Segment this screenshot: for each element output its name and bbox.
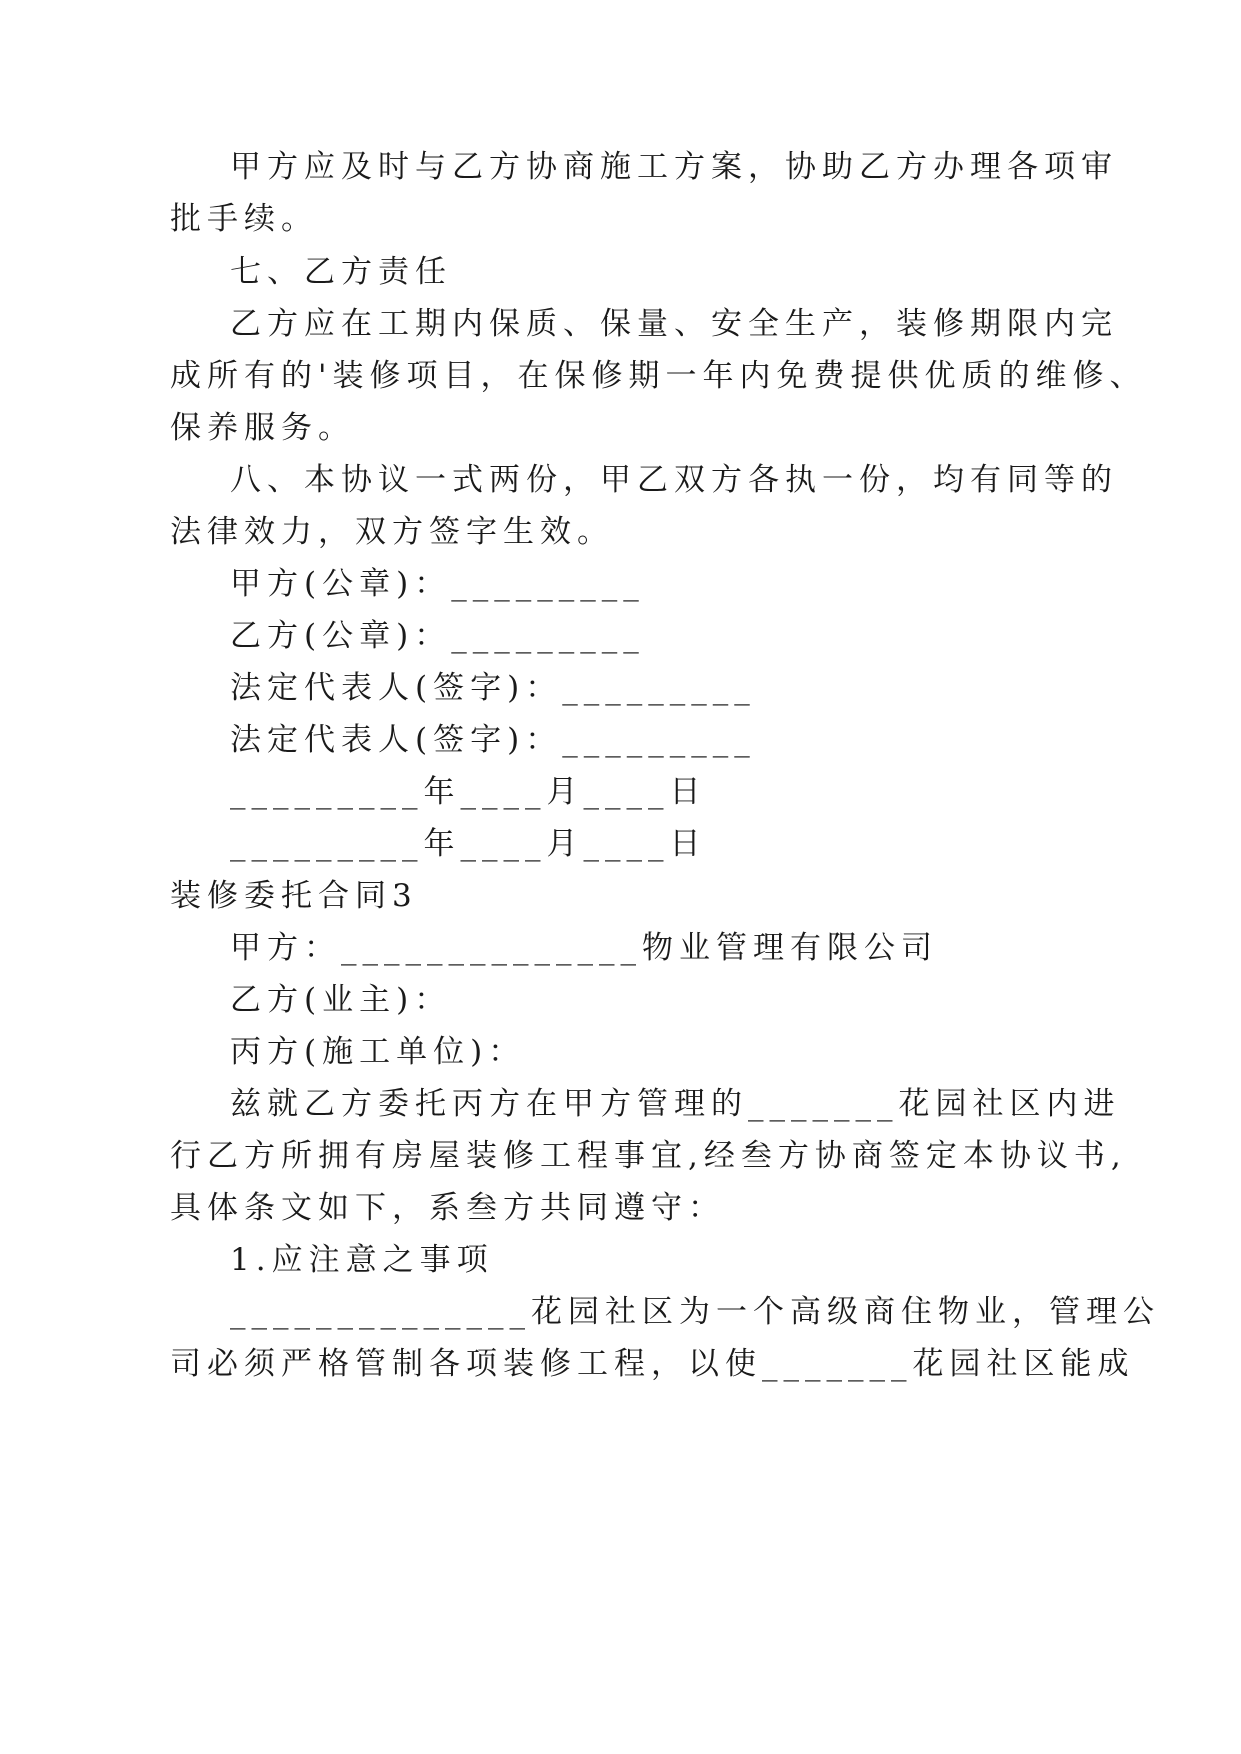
- signature-line-party-a: 甲方(公章)：_________: [230, 566, 645, 602]
- signature-line-party-b: 乙方(公章)：_________: [230, 618, 645, 654]
- paragraph-line: ______________花园社区为一个高级商住物业，管理公: [230, 1294, 1160, 1330]
- paragraph-line: 批手续。: [170, 201, 318, 237]
- party-a-line: 甲方：______________物业管理有限公司: [230, 930, 938, 966]
- section-heading: 七、乙方责任: [230, 254, 452, 290]
- paragraph-line: 保养服务。: [170, 410, 355, 446]
- paragraph-line: 具体条文如下，系叁方共同遵守：: [170, 1190, 725, 1226]
- contract-title: 装修委托合同3: [170, 878, 418, 914]
- paragraph-line: 成所有的'装修项目，在保修期一年内免费提供优质的维修、: [170, 358, 1147, 394]
- date-line: _________年____月____日: [230, 826, 707, 862]
- paragraph-line: 司必须严格管制各项装修工程，以使_______花园社区能成: [170, 1346, 1135, 1382]
- party-b-line: 乙方(业主)：: [230, 982, 452, 1018]
- paragraph-line: 行乙方所拥有房屋装修工程事宜,经叁方协商签定本协议书,: [170, 1138, 1127, 1174]
- paragraph-line: 甲方应及时与乙方协商施工方案，协助乙方办理各项审: [230, 149, 1118, 185]
- paragraph-line: 乙方应在工期内保质、保量、安全生产，装修期限内完: [230, 306, 1118, 342]
- party-c-line: 丙方(施工单位)：: [230, 1034, 526, 1070]
- signature-line-representative: 法定代表人(签字)：_________: [230, 670, 756, 706]
- date-line: _________年____月____日: [230, 774, 707, 810]
- list-item-heading: 1.应注意之事项: [230, 1242, 494, 1278]
- signature-line-representative: 法定代表人(签字)：_________: [230, 722, 756, 758]
- paragraph-line: 八、本协议一式两份，甲乙双方各执一份，均有同等的: [230, 462, 1118, 498]
- paragraph-line: 兹就乙方委托丙方在甲方管理的_______花园社区内进: [230, 1086, 1121, 1122]
- paragraph-line: 法律效力，双方签字生效。: [170, 514, 614, 550]
